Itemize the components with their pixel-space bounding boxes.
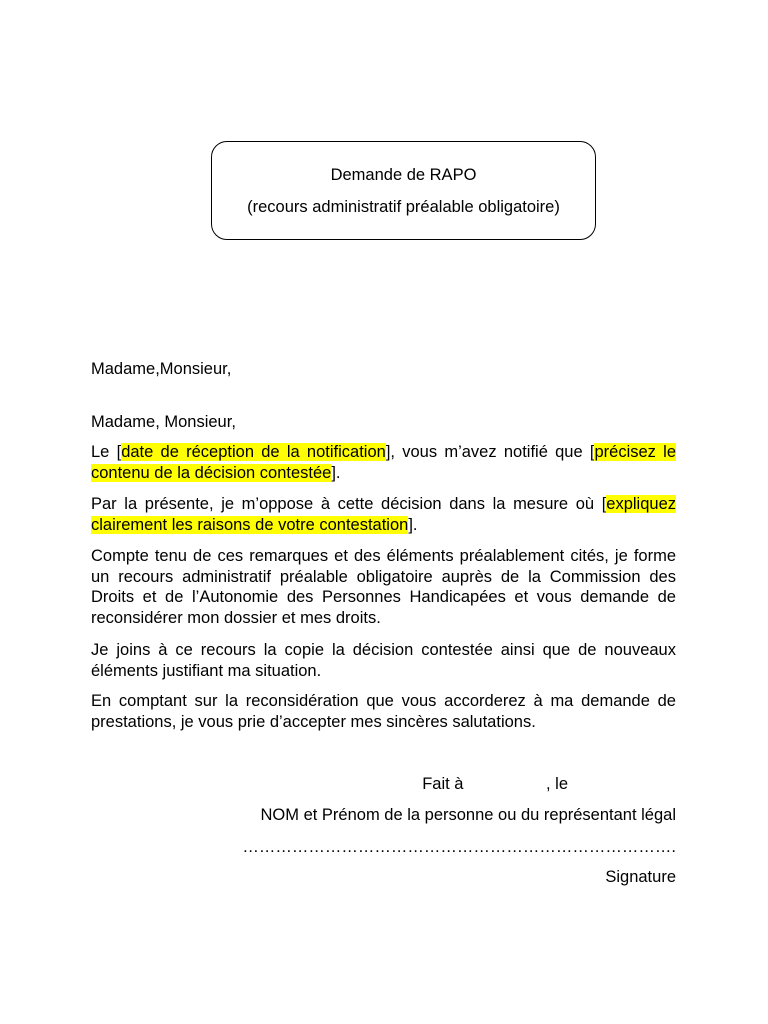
paragraph-text: Le [: [91, 443, 122, 461]
name-line: NOM et Prénom de la personne ou du représentant légal: [260, 806, 676, 824]
paragraph-text: Par la présente, je m’oppose à cette décision dans la mesure où [: [91, 495, 607, 513]
salutation-2: Madame, Monsieur,: [91, 413, 236, 431]
paragraph-recourse: Compte tenu de ces remarques et des éléments préalablement cités, je forme un recours administratif préalable obligatoire auprès de la Commission des Droits et de l’Autonomie des Personnes Handicapées et vous demande de reconsidérer mon dossier et mes droits.: [91, 547, 676, 627]
paragraph-text: ], vous m’avez notifié que [: [385, 443, 595, 461]
paragraph-attachments: Je joins à ce recours la copie la décision contestée ainsi que de nouveaux éléments justifiant ma situation.: [91, 641, 676, 680]
paragraph-text: ].: [331, 463, 341, 482]
placeholder-date: date de réception de la notification: [121, 443, 386, 461]
signature-label: Signature: [605, 868, 676, 886]
paragraph-notification: [91, 442, 676, 483]
title-box: [211, 141, 596, 240]
paragraph-closing: En comptant sur la reconsidération que vous accorderez à ma demande de prestations, je vous prie d’accepter mes sincères salutations.: [91, 692, 676, 731]
place-date-line: Fait à , le: [422, 775, 568, 793]
placeholder-reasons: expliquez clairement les raisons de votre contestation: [91, 495, 676, 534]
paragraph-opposition: [91, 494, 676, 535]
salutation-1: Madame,Monsieur,: [91, 360, 232, 378]
signature-dots: …………………………………………………………………….: [242, 838, 676, 856]
document-subtitle: (recours administratif préalable obligatoire): [247, 198, 560, 216]
paragraph-text: ].: [408, 515, 418, 534]
placeholder-decision: précisez le contenu de la décision contestée: [91, 443, 676, 482]
document-title: Demande de RAPO: [330, 166, 477, 184]
